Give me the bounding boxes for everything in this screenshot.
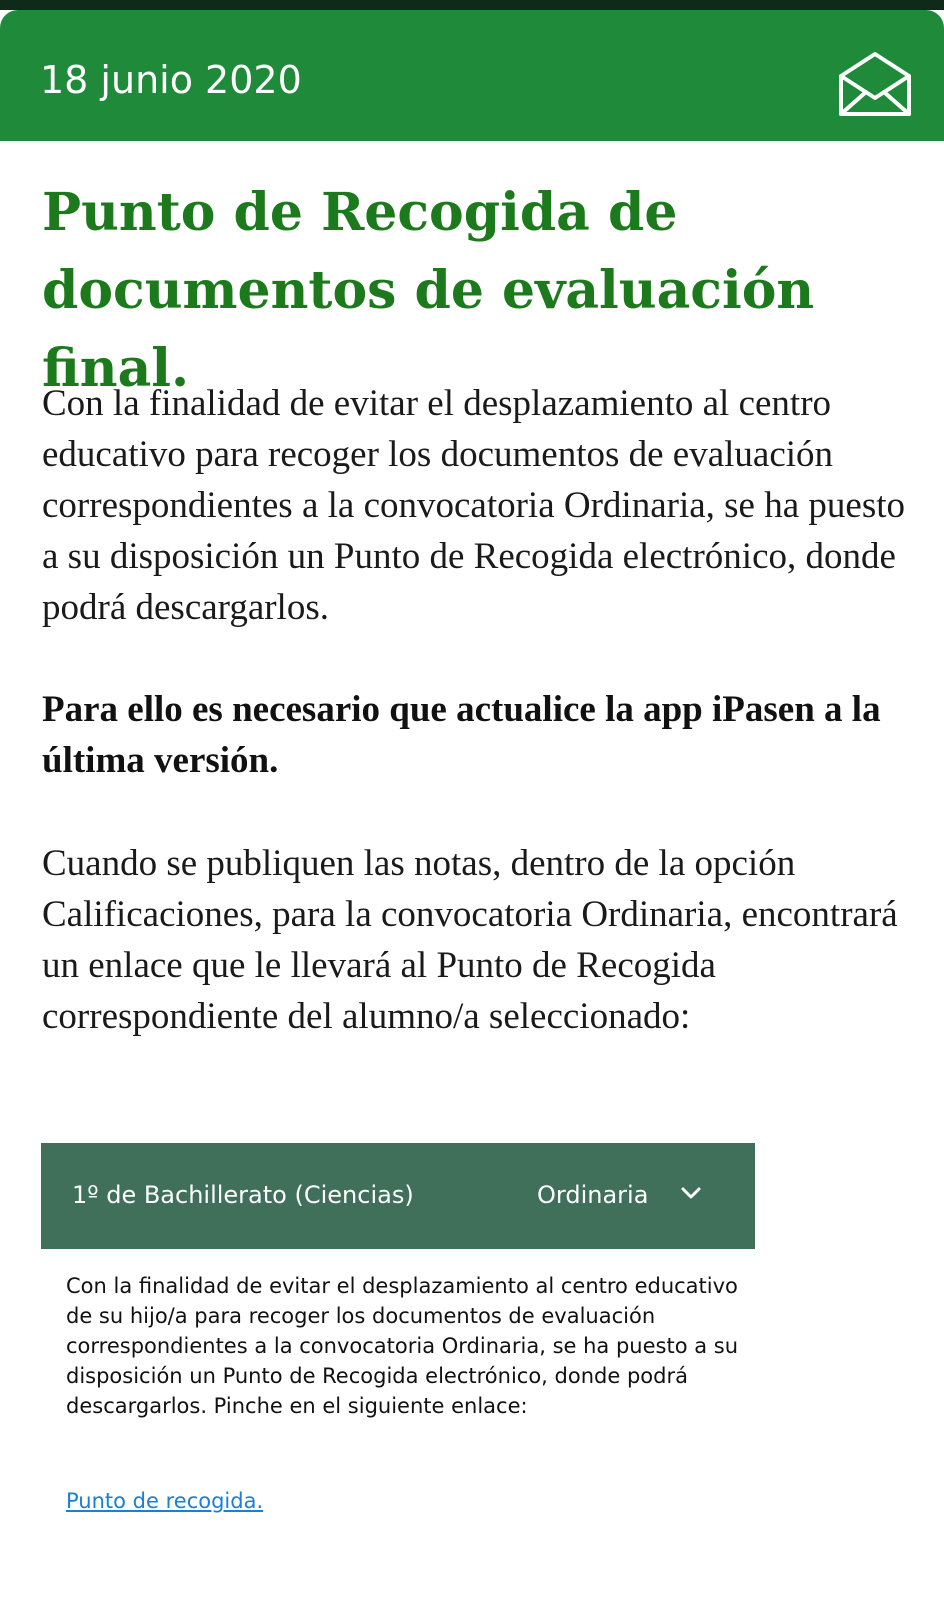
message-paragraph-update-notice: Para ello es necesario que actualice la app iPasen a la última versión.	[42, 689, 881, 781]
embedded-grades-screenshot	[41, 1143, 755, 1513]
convocatoria-dropdown[interactable]: Ordinaria	[537, 1181, 649, 1209]
message-header-bar	[0, 10, 944, 141]
message-date: 18 junio 2020	[40, 58, 302, 102]
grades-info-text: Con la finalidad de evitar el desplazamiento al centro educativo de su hijo/a para recoger los documentos de evaluación correspondientes a la convocatoria Ordinaria, se ha puesto a su disposición un Punto de Recogida electrónico, donde podrá descargarlos. Pinche en el siguiente enlace:	[66, 1274, 739, 1418]
status-bar-strip	[0, 0, 944, 10]
grades-course-bar	[41, 1143, 755, 1249]
punto-de-recogida-link[interactable]: Punto de recogida.	[66, 1489, 264, 1513]
course-label: 1º de Bachillerato (Ciencias)	[72, 1181, 414, 1209]
envelope-open-icon[interactable]	[838, 50, 912, 118]
message-title: Punto de Recogida de documentos de evaluación final.	[42, 182, 815, 399]
message-paragraph-instructions: Cuando se publiquen las notas, dentro de la opción Calificaciones, para la convocatoria Ordinaria, encontrará un enlace que le llevará al Punto de Recogida correspondiente del alumno/a seleccionado:	[42, 843, 898, 1037]
message-paragraph-intro: Con la finalidad de evitar el desplazamiento al centro educativo para recoger los documentos de evaluación correspondientes a la convocatoria Ordinaria, se ha puesto a su disposición un Punto de Recogida electrónico, donde podrá descargarlos.	[42, 383, 905, 628]
chevron-down-icon[interactable]	[681, 1186, 701, 1200]
